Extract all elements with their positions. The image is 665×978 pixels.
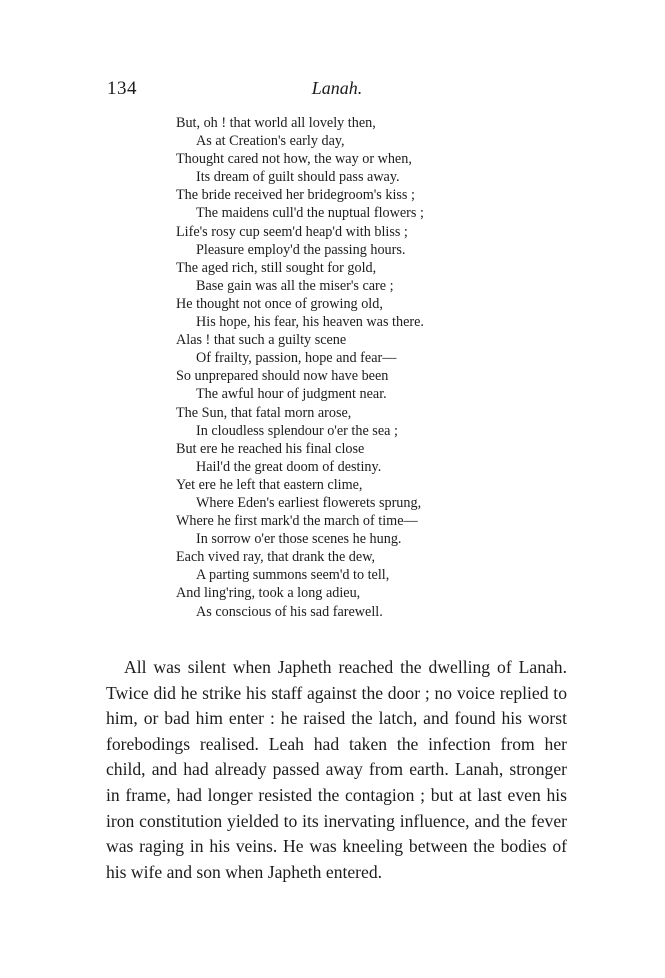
poem-line: He thought not once of growing old, bbox=[176, 295, 383, 312]
poem-line: The aged rich, still sought for gold, bbox=[176, 259, 377, 276]
poem-line: But ere he reached his final close bbox=[176, 440, 365, 457]
poem-line: Its dream of guilt should pass away. bbox=[196, 169, 400, 186]
prose-text bbox=[106, 655, 567, 885]
poem-line: And ling'ring, took a long adieu, bbox=[176, 585, 361, 602]
poem-line: Life's rosy cup seem'd heap'd with bliss ; bbox=[176, 223, 408, 240]
poem-line: Base gain was all the miser's care ; bbox=[196, 277, 394, 294]
poem bbox=[176, 114, 596, 621]
paragraph: All was silent when Japheth reached the dwelling of Lanah. Twice did he strike his staff against the door ; no voice replied to him, or bad him enter : he raised the latch, and found his worst forebodings realised. Leah had taken the infection from her child, and had already passed away from earth. Lanah, stronger in frame, had longer resisted the contagion ; but at last even his iron constitution yielded to its inervating influence, and the fever was raging in his veins. He was kneeling between the bodies of his wife and son when Japheth entered. bbox=[106, 657, 567, 882]
page-header bbox=[107, 78, 567, 102]
poem-line: Where he first mark'd the march of time— bbox=[176, 513, 418, 530]
poem-line: The Sun, that fatal morn arose, bbox=[176, 404, 352, 421]
poem-line: His hope, his fear, his heaven was there. bbox=[196, 314, 424, 331]
poem-line: Yet ere he left that eastern clime, bbox=[176, 476, 363, 493]
poem-line: The maidens cull'd the nuptual flowers ; bbox=[196, 205, 424, 222]
poem-line: Pleasure employ'd the passing hours. bbox=[196, 241, 406, 258]
poem-line: As conscious of his sad farewell. bbox=[196, 603, 383, 620]
poem-line: In sorrow o'er those scenes he hung. bbox=[196, 531, 402, 548]
poem-line: The bride received her bridegroom's kiss ; bbox=[176, 187, 415, 204]
poem-line: Thought cared not how, the way or when, bbox=[176, 151, 412, 168]
poem-line: Where Eden's earliest flowerets sprung, bbox=[196, 494, 422, 511]
poem-line: So unprepared should now have been bbox=[176, 368, 389, 385]
poem-line: In cloudless splendour o'er the sea ; bbox=[196, 422, 398, 439]
poem-line: The awful hour of judgment near. bbox=[196, 386, 387, 403]
poem-line: Of frailty, passion, hope and fear— bbox=[196, 350, 397, 367]
poem-line: But, oh ! that world all lovely then, bbox=[176, 115, 376, 131]
poem-line: Hail'd the great doom of destiny. bbox=[196, 458, 382, 475]
poem-line: Each vived ray, that drank the dew, bbox=[176, 549, 376, 566]
poem-line: As at Creation's early day, bbox=[196, 133, 345, 150]
poem-line: Alas ! that such a guilty scene bbox=[176, 332, 347, 349]
page-number: 134 bbox=[107, 78, 137, 99]
running-title: Lanah. bbox=[311, 78, 363, 98]
poem-line: A parting summons seem'd to tell, bbox=[196, 567, 390, 584]
